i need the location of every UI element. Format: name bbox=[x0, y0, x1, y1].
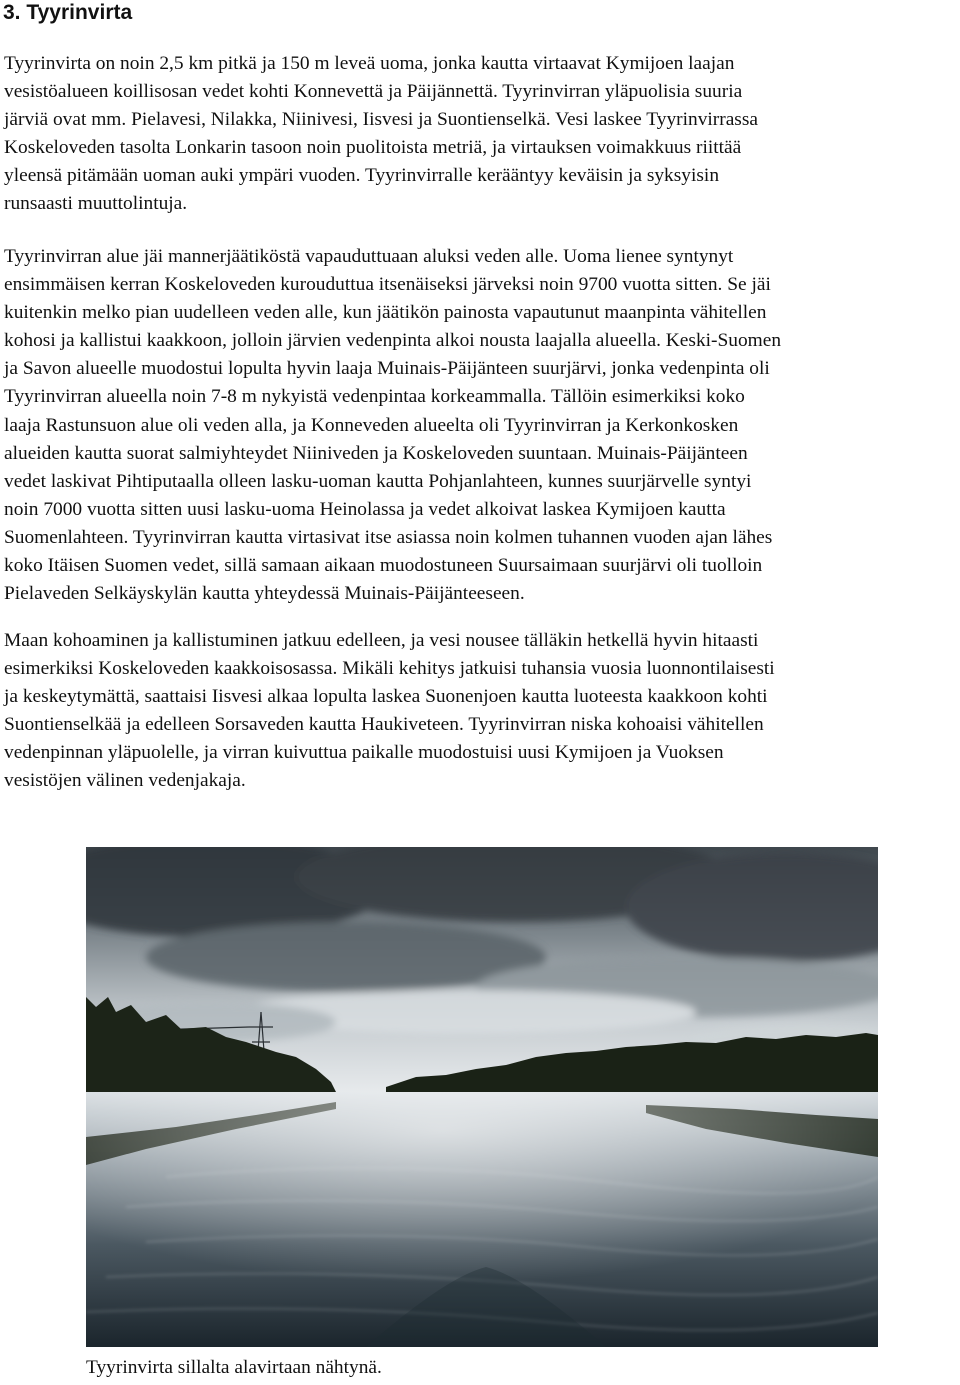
paragraph-history bbox=[4, 243, 960, 608]
text-line: ja Savon alueelle muodostui lopulta hyvin laaja Muinais-Päijänteen suurjärvi, jonka vedenpinta oli bbox=[4, 358, 770, 380]
text-line: esimerkiksi Koskeloveden kaakkoisosassa. Mikäli kehitys jatkuisi tuhansia vuosia luonnontilaisesti bbox=[4, 658, 775, 680]
paragraph-future bbox=[4, 627, 960, 796]
text-line: koko Itäisen Suomen vedet, sillä samaan aikaan muodostuneen Suursaimaan suurjärvi oli tuolloin bbox=[4, 555, 763, 577]
text-line: Maan kohoaminen ja kallistuminen jatkuu edelleen, ja vesi nousee tälläkin hetkellä hyvin hitaasti bbox=[4, 630, 759, 651]
text-line: ja keskeytymättä, saattaisi Iisvesi alkaa lopulta laskea Suonenjoen kautta luoteesta kaakkoon kohti bbox=[4, 686, 768, 708]
text-line: laaja Rastunsuon alue oli veden alla, ja Konneveden alueelta oli Tyyrinvirran ja Kerkonkosken bbox=[4, 414, 739, 436]
text-line: yleensä pitämään uoman auki ympäri vuoden. Tyyrinvirralle kerääntyy keväisin ja syksyisin bbox=[4, 165, 720, 187]
text-line: Pielaveden Selkäyskylän kautta yhteydessä Muinais-Päijänteeseen. bbox=[4, 583, 525, 605]
text-line: alueiden kautta suorat salmiyhteydet Niiniveden ja Koskeloveden suuntaan. Muinais-Päijänteen bbox=[4, 442, 748, 464]
text-line: runsaasti muuttolintuja. bbox=[4, 193, 188, 215]
text-line: kohosi ja kallistui kaakkoon, jolloin järvien vedenpinta alkoi nousta laajalla alueella. Keski-Suomen bbox=[4, 330, 782, 352]
text-line: vedet laskivat Pihtiputaalla olleen lasku-uoman kautta Pohjanlahteen, kunnes suurjärvelle syntyi bbox=[4, 470, 752, 492]
paragraph-intro bbox=[4, 50, 960, 219]
text-line: järviä ovat mm. Pielavesi, Nilakka, Niinivesi, Iisvesi ja Suontienselkä. Vesi laskee Tyyrinvirrassa bbox=[4, 109, 759, 131]
text-line: Tyyrinvirta on noin 2,5 km pitkä ja 150 m leveä uoma, jonka kautta virtaavat Kymijoen laajan bbox=[4, 53, 735, 74]
text-line: vedenpinnan yläpuolelle, ja virran kuivuttua paikalle muodostuisi uusi Kymijoen ja Vuoksen bbox=[4, 742, 724, 764]
photo-caption: Tyyrinvirta sillalta alavirtaan nähtynä. bbox=[86, 1357, 382, 1378]
text-line: Koskeloveden tasolta Lonkarin tasoon noin puolitoista metriä, ja virtauksen voimakkuus riittää bbox=[4, 137, 742, 159]
text-line: vesistöjen välinen vedenjakaja. bbox=[4, 770, 246, 792]
river-photo bbox=[86, 847, 878, 1347]
text-line: Suontienselkää ja edelleen Sorsaveden kautta Haukiveteen. Tyyrinvirran niska kohoaisi vähitellen bbox=[4, 714, 764, 736]
text-line: ensimmäisen kerran Koskeloveden kurouduttua itsenäiseksi järveksi noin 9700 vuotta sitten. Se jäi bbox=[4, 274, 771, 296]
text-line: vesistöalueen koillisosan vedet kohti Konnevettä ja Päijännettä. Tyyrinvirran yläpuolisia suuria bbox=[4, 81, 743, 103]
text-line: kuitenkin melko pian uudelleen veden alle, kun jäätikön painosta vapautunut maanpinta vähitellen bbox=[4, 302, 767, 324]
text-line: noin 7000 vuotta sitten uusi lasku-uoma Heinolassa ja vedet alkoivat laskea Kymijoen kautta bbox=[4, 498, 726, 520]
text-line: Tyyrinvirran alueella noin 7-8 m nykyistä vedenpintaa korkeammalla. Tällöin esimerkiksi koko bbox=[4, 386, 745, 408]
text-line: Tyyrinvirran alue jäi mannerjäätiköstä vapauduttuaan aluksi veden alle. Uoma lienee syntynyt bbox=[4, 246, 734, 267]
section-heading: 3. Tyyrinvirta bbox=[3, 1, 133, 24]
text-line: Suomenlahteen. Tyyrinvirran kautta virtasivat itse asiassa noin kolmen tuhannen vuoden ajan lähes bbox=[4, 526, 773, 548]
